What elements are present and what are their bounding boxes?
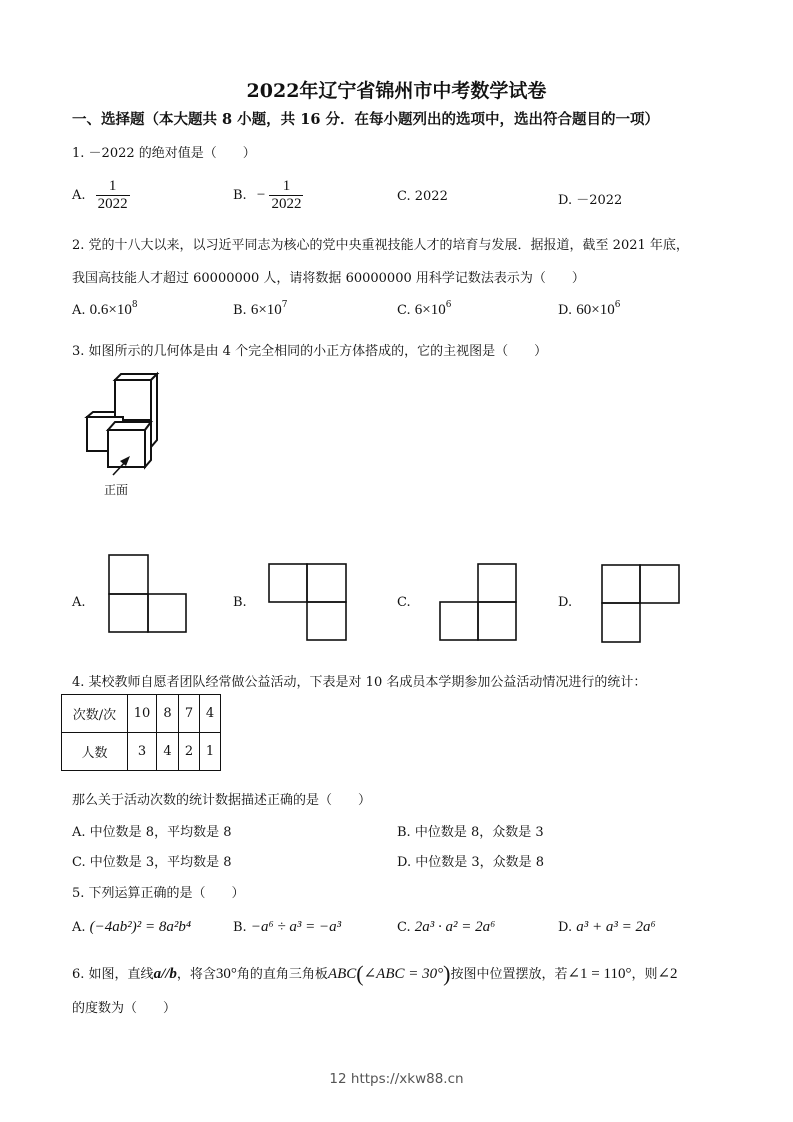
- question-4-option-d[interactable]: D. 中位数是 3，众数是 8: [397, 855, 545, 870]
- table-row: [62, 733, 221, 771]
- cube-figure: [75, 365, 175, 500]
- table-cell: 8: [157, 695, 179, 733]
- question-4-option-a[interactable]: A. 中位数是 8，平均数是 8: [72, 825, 232, 840]
- table-cell: 人数: [62, 733, 128, 771]
- question-5-option-c[interactable]: C. 2a³ · a² = 2a⁶: [397, 919, 496, 935]
- table-cell: 2: [179, 733, 200, 771]
- question-2-option-d[interactable]: D. $60\times 10^6$: [558, 300, 621, 318]
- front-label: 正面: [104, 483, 129, 497]
- table-cell: 1: [200, 733, 221, 771]
- page-title: 2022年辽宁省锦州市中考数学试卷: [246, 80, 547, 102]
- question-1-option-b[interactable]: B. − $\frac{1}{2022}$: [233, 178, 302, 212]
- question-6-stem-line2: 的度数为（ ）: [72, 1001, 177, 1016]
- question-3-option-c-label[interactable]: C.: [397, 595, 411, 610]
- fraction: $\frac{1}{2022}$: [271, 178, 302, 212]
- question-3-option-a-label[interactable]: A.: [72, 595, 86, 610]
- question-4-option-c[interactable]: C. 中位数是 3，平均数是 8: [72, 855, 232, 870]
- question-5-option-a[interactable]: A. (−4ab²)² = 8a²b⁴: [72, 919, 192, 935]
- question-2-stem-line2: 我国高技能人才超过 60000000 人，请将数据 60000000 用科学记数法表示为（ ）: [72, 271, 585, 286]
- question-2-option-b[interactable]: B. $6\times 10^7$: [233, 300, 288, 318]
- table-cell: 4: [157, 733, 179, 771]
- question-3-option-a-figure[interactable]: [108, 554, 188, 634]
- question-6-stem-line1: 6. 如图，直线a//b，将含30°角的直角三角板ABC(∠ABC = 30°)按图中位置摆放，若∠1 = 110°，则∠2: [72, 961, 678, 986]
- parallel-lines: a//b: [153, 966, 177, 982]
- question-3-stem: 3. 如图所示的几何体是由 4 个完全相同的小正方体搭成的，它的主视图是（ ）: [72, 344, 548, 359]
- table-cell: 3: [128, 733, 157, 771]
- table-cell: 次数/次: [62, 695, 128, 733]
- question-5-option-b[interactable]: B. −a⁶ ÷ a³ = −a³: [233, 919, 342, 935]
- question-3-option-d-label[interactable]: D.: [558, 595, 573, 610]
- question-2-stem-line1: 2. 党的十八大以来，以习近平同志为核心的党中央重视技能人才的培育与发展．据报道，截至 2021 年底，: [72, 238, 689, 253]
- fraction: $\frac{1}{2022}$: [97, 178, 128, 212]
- table-cell: 10: [128, 695, 157, 733]
- question-1-option-a[interactable]: A. $\frac{1}{2022}$: [72, 178, 128, 212]
- question-4-stem: 4. 某校教师自愿者团队经常做公益活动，下表是对 10 名成员本学期参加公益活动情况进行的统计：: [72, 675, 647, 690]
- question-1-option-c[interactable]: C. 2022: [397, 189, 448, 204]
- question-2-option-c[interactable]: C. $6\times 10^6$: [397, 300, 452, 318]
- question-5-stem: 5. 下列运算正确的是（ ）: [72, 886, 245, 901]
- question-1-option-d[interactable]: D. －2022: [558, 193, 623, 208]
- question-3-option-d-figure[interactable]: [601, 564, 681, 644]
- question-2-option-a[interactable]: A. $0.6\times 10^8$: [72, 300, 138, 318]
- question-3-option-b-figure[interactable]: [268, 563, 348, 643]
- activity-stats-table: [61, 694, 221, 771]
- page-footer: 12 https://xkw88.cn: [329, 1071, 464, 1087]
- table-cell: 4: [200, 695, 221, 733]
- question-4-follow-up: 那么关于活动次数的统计数据描述正确的是（ ）: [72, 793, 372, 808]
- question-3-option-c-figure[interactable]: [439, 563, 519, 643]
- question-3-option-b-label[interactable]: B.: [233, 595, 247, 610]
- question-5-option-d[interactable]: D. a³ + a³ = 2a⁶: [558, 919, 656, 935]
- question-4-option-b[interactable]: B. 中位数是 8，众数是 3: [397, 825, 544, 840]
- table-row: [62, 695, 221, 733]
- section-heading: 一、选择题（本大题共 8 小题，共 16 分．在每小题列出的选项中，选出符合题目的一项）: [72, 111, 659, 128]
- question-1-stem: 1. －2022 的绝对值是（ ）: [72, 146, 256, 161]
- table-cell: 7: [179, 695, 200, 733]
